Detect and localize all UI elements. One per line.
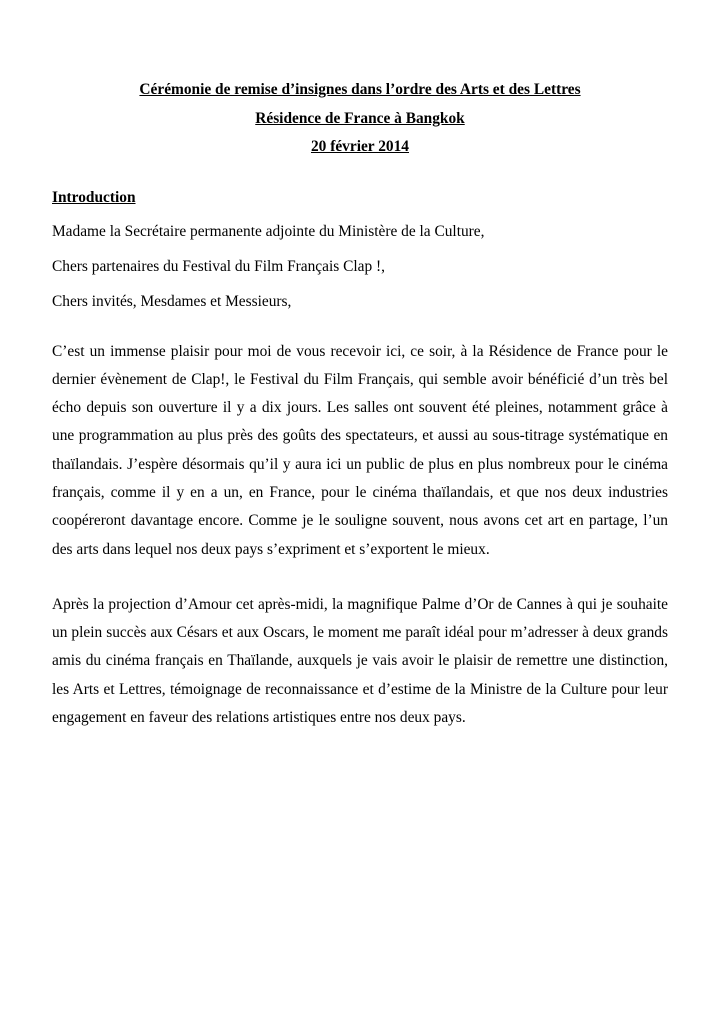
document-date: 20 février 2014: [310, 138, 409, 155]
document-location: Résidence de France à Bangkok: [255, 109, 465, 127]
body-paragraph: C’est un immense plaisir pour moi de vous recevoir ici, ce soir, à la Résidence de France pour le dernier évènement de Clap!, le Festival du Film Français, qui semble avoir bénéficié d’un très bel écho depuis son ouverture il y a dix jours. Les salles ont souvent été pleines, notamment grâce à une programmation au plus près des goûts des spectateurs, et aussi au sous-titrage systématique en thaïlandais. J’espère désormais qu’il y aura ici un public de plus en plus nombreux pour le cinéma français, comme il y en a un, en France, pour le cinéma thaïlandais, et que nos deux industries coopéreront davantage encore. Comme je le souligne souvent, nous avons cet art en partage, l’un des arts dans lequel nos deux pays s’expriment et s’exportent le mieux.: [52, 342, 668, 558]
section-heading-introduction: Introduction: [52, 188, 136, 206]
salutation-line: Chers invités, Mesdames et Messieurs,: [52, 292, 292, 310]
document-page: [52, 76, 668, 732]
document-title: Cérémonie de remise d’insignes dans l’ordre des Arts et des Lettres: [139, 81, 581, 98]
salutation-line: Madame la Secrétaire permanente adjointe du Ministère de la Culture,: [52, 222, 485, 240]
body-paragraph: Après la projection d’Amour cet après-midi, la magnifique Palme d’Or de Cannes à qui je souhaite un plein succès aux Césars et aux Oscars, le moment me paraît idéal pour m’adresser à deux grands amis du cinéma français en Thaïlande, auxquels je vais avoir le plaisir de remettre une distinction, les Arts et Lettres, témoignage de reconnaissance et d’estime de la Ministre de la Culture pour leur engagement en faveur des relations artistiques entre nos deux pays.: [52, 595, 668, 727]
salutation-line: Chers partenaires du Festival du Film Français Clap !,: [52, 257, 385, 275]
document-title-block: [52, 76, 668, 162]
